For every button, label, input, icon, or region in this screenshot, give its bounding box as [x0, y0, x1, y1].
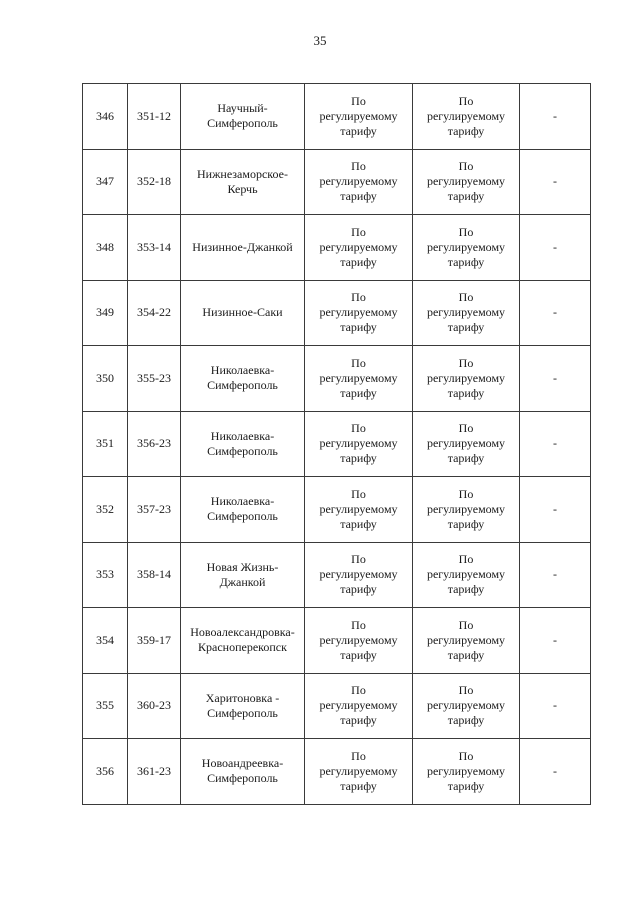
row-number-cell	[83, 608, 128, 674]
route-code-cell	[128, 477, 181, 543]
tariff-cell-text: По регулируемому тарифу	[426, 486, 506, 531]
tariff-cell-text: По регулируемому тарифу	[319, 224, 398, 269]
table-row	[83, 673, 591, 739]
tariff-cell-text: По регулируемому тарифу	[426, 748, 506, 793]
route-name-cell	[181, 149, 305, 215]
extra-cell	[520, 477, 591, 543]
route-code-cell-text: 357-23	[137, 501, 171, 516]
extra-cell-text: -	[553, 567, 557, 582]
route-name-cell	[181, 346, 305, 412]
extra-cell	[520, 84, 591, 150]
route-name-cell	[181, 280, 305, 346]
tariff-cell	[305, 149, 413, 215]
row-number-cell	[83, 84, 128, 150]
row-number-cell	[83, 477, 128, 543]
extra-cell	[520, 608, 591, 674]
tariff-cell-text: По регулируемому тарифу	[319, 421, 398, 466]
tariff-cell-text: По регулируемому тарифу	[426, 617, 506, 662]
tariff-cell	[413, 84, 520, 150]
tariff-cell	[305, 84, 413, 150]
tariff-cell	[413, 215, 520, 281]
row-number-cell-text: 352	[96, 501, 114, 516]
extra-cell	[520, 215, 591, 281]
tariff-cell-text: По регулируемому тарифу	[319, 683, 398, 728]
tariff-cell-text: По регулируемому тарифу	[319, 159, 398, 204]
route-name-cell	[181, 84, 305, 150]
row-number-cell	[83, 346, 128, 412]
tariff-cell	[413, 149, 520, 215]
row-number-cell	[83, 542, 128, 608]
tariff-cell-text: По регулируемому тарифу	[426, 355, 506, 400]
tariff-cell-text: По регулируемому тарифу	[319, 748, 398, 793]
route-name-cell-text: Низинное-Саки	[202, 305, 283, 320]
route-name-cell-text: Низинное-Джанкой	[192, 239, 293, 254]
row-number-cell	[83, 411, 128, 477]
tariff-cell-text: По регулируемому тарифу	[426, 159, 506, 204]
row-number-cell-text: 350	[96, 370, 114, 385]
route-name-cell	[181, 477, 305, 543]
extra-cell-text: -	[553, 370, 557, 385]
tariff-cell	[305, 608, 413, 674]
extra-cell	[520, 673, 591, 739]
route-name-cell	[181, 411, 305, 477]
table-row	[83, 608, 591, 674]
tariff-cell	[413, 542, 520, 608]
tariff-cell	[305, 215, 413, 281]
extra-cell-text: -	[553, 501, 557, 516]
route-code-cell-text: 351-12	[137, 108, 171, 123]
table-row	[83, 215, 591, 281]
tariff-cell	[413, 673, 520, 739]
route-code-cell	[128, 673, 181, 739]
routes-table	[82, 83, 591, 805]
tariff-cell-text: По регулируемому тарифу	[319, 552, 398, 597]
extra-cell	[520, 411, 591, 477]
route-code-cell	[128, 84, 181, 150]
extra-cell	[520, 280, 591, 346]
route-code-cell	[128, 739, 181, 805]
tariff-cell	[305, 739, 413, 805]
route-code-cell-text: 361-23	[137, 763, 171, 778]
route-code-cell	[128, 411, 181, 477]
route-code-cell-text: 360-23	[137, 698, 171, 713]
table-row	[83, 84, 591, 150]
route-name-cell-text: Научный- Симферополь	[207, 101, 278, 131]
tariff-cell-text: По регулируемому тарифу	[426, 290, 506, 335]
extra-cell-text: -	[553, 174, 557, 189]
tariff-cell	[413, 346, 520, 412]
route-code-cell-text: 352-18	[137, 174, 171, 189]
row-number-cell	[83, 739, 128, 805]
tariff-cell-text: По регулируемому тарифу	[426, 421, 506, 466]
tariff-cell	[305, 673, 413, 739]
tariff-cell-text: По регулируемому тарифу	[426, 93, 506, 138]
tariff-cell-text: По регулируемому тарифу	[319, 355, 398, 400]
tariff-cell	[413, 739, 520, 805]
extra-cell	[520, 149, 591, 215]
route-code-cell	[128, 346, 181, 412]
tariff-cell	[305, 477, 413, 543]
row-number-cell-text: 347	[96, 174, 114, 189]
row-number-cell	[83, 280, 128, 346]
extra-cell-text: -	[553, 108, 557, 123]
row-number-cell-text: 355	[96, 698, 114, 713]
tariff-cell-text: По регулируемому тарифу	[319, 290, 398, 335]
route-name-cell-text: Новая Жизнь- Джанкой	[206, 559, 279, 589]
tariff-cell-text: По регулируемому тарифу	[319, 93, 398, 138]
table-row	[83, 411, 591, 477]
extra-cell	[520, 542, 591, 608]
route-code-cell	[128, 280, 181, 346]
route-code-cell-text: 356-23	[137, 436, 171, 451]
tariff-cell-text: По регулируемому тарифу	[319, 617, 398, 662]
tariff-cell	[305, 346, 413, 412]
table-row	[83, 542, 591, 608]
row-number-cell-text: 354	[96, 632, 114, 647]
row-number-cell	[83, 673, 128, 739]
route-name-cell-text: Нижнезаморское- Керчь	[197, 166, 288, 196]
route-code-cell-text: 354-22	[137, 305, 171, 320]
extra-cell-text: -	[553, 763, 557, 778]
extra-cell	[520, 346, 591, 412]
tariff-cell	[413, 411, 520, 477]
route-name-cell-text: Николаевка- Симферополь	[207, 363, 278, 393]
route-code-cell	[128, 215, 181, 281]
route-code-cell-text: 359-17	[137, 632, 171, 647]
table-row	[83, 346, 591, 412]
table-row	[83, 739, 591, 805]
row-number-cell-text: 349	[96, 305, 114, 320]
route-name-cell-text: Новоандреевка- Симферополь	[201, 756, 284, 786]
extra-cell-text: -	[553, 305, 557, 320]
routes-table-body	[83, 84, 591, 805]
tariff-cell	[305, 280, 413, 346]
row-number-cell-text: 351	[96, 436, 114, 451]
route-name-cell-text: Николаевка- Симферополь	[207, 428, 278, 458]
route-name-cell	[181, 739, 305, 805]
route-name-cell	[181, 673, 305, 739]
route-name-cell-text: Николаевка- Симферополь	[207, 494, 278, 524]
route-code-cell-text: 353-14	[137, 239, 171, 254]
page-number: 35	[313, 33, 327, 48]
tariff-cell-text: По регулируемому тарифу	[319, 486, 398, 531]
route-name-cell	[181, 215, 305, 281]
extra-cell	[520, 739, 591, 805]
table-row	[83, 280, 591, 346]
extra-cell-text: -	[553, 239, 557, 254]
tariff-cell-text: По регулируемому тарифу	[426, 552, 506, 597]
row-number-cell	[83, 215, 128, 281]
route-code-cell-text: 355-23	[137, 370, 171, 385]
route-code-cell-text: 358-14	[137, 567, 171, 582]
table-row	[83, 149, 591, 215]
table-row	[83, 477, 591, 543]
row-number-cell-text: 356	[96, 763, 114, 778]
tariff-cell	[305, 411, 413, 477]
route-name-cell-text: Новоалександровка- Красноперекопск	[190, 625, 295, 655]
row-number-cell	[83, 149, 128, 215]
row-number-cell-text: 346	[96, 108, 114, 123]
route-name-cell	[181, 542, 305, 608]
route-name-cell	[181, 608, 305, 674]
tariff-cell-text: По регулируемому тарифу	[426, 683, 506, 728]
extra-cell-text: -	[553, 436, 557, 451]
extra-cell-text: -	[553, 698, 557, 713]
row-number-cell-text: 348	[96, 239, 114, 254]
route-code-cell	[128, 542, 181, 608]
row-number-cell-text: 353	[96, 567, 114, 582]
route-name-cell-text: Харитоновка - Симферополь	[205, 690, 280, 720]
tariff-cell	[413, 608, 520, 674]
route-code-cell	[128, 149, 181, 215]
tariff-cell	[413, 280, 520, 346]
route-code-cell	[128, 608, 181, 674]
tariff-cell	[413, 477, 520, 543]
tariff-cell	[305, 542, 413, 608]
tariff-cell-text: По регулируемому тарифу	[426, 224, 506, 269]
extra-cell-text: -	[553, 632, 557, 647]
